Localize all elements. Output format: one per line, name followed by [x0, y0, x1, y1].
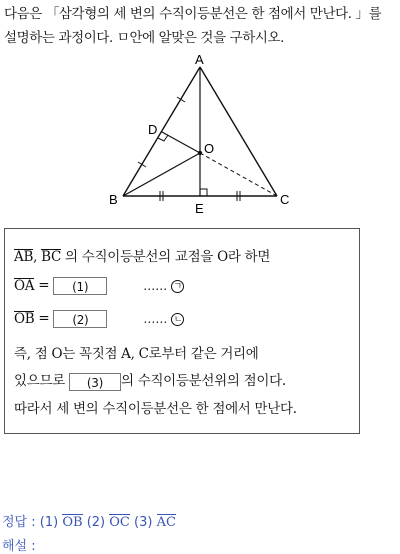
circle-mark-2: ㄴ — [171, 313, 184, 326]
answer-line — [2, 511, 176, 530]
proof-line-3 — [14, 310, 184, 328]
explanation-label: 해설 : — [2, 539, 36, 554]
segment-bc-label: BC — [41, 249, 61, 265]
answer-2: OC — [109, 515, 130, 530]
comma: , — [33, 249, 38, 265]
dots: …… — [143, 311, 168, 326]
proof-line-5-pre: 있으므로 — [14, 373, 65, 389]
answer-1: OB — [62, 515, 83, 530]
blank-3[interactable]: (3) — [69, 373, 121, 391]
segment-oa-label: OA — [14, 277, 35, 294]
triangle-figure — [100, 50, 300, 220]
proof-line-6: 따라서 세 변의 수직이등분선은 한 점에서 만난다. — [14, 401, 297, 417]
blank-2[interactable]: (2) — [53, 310, 107, 328]
answer-3-label: (3) — [134, 515, 153, 530]
label-d: D — [148, 122, 158, 137]
proof-line-4: 즉, 점 O는 꼭짓점 A, C로부터 같은 거리에 — [14, 346, 259, 362]
proof-line-1 — [14, 245, 270, 265]
segment-ob — [123, 153, 200, 196]
side-ab — [123, 67, 200, 196]
segment-oc — [200, 153, 277, 196]
circle-mark-1: ㄱ — [171, 280, 184, 293]
question-text — [4, 2, 396, 50]
blank-1[interactable]: (1) — [53, 277, 107, 295]
tick-db — [138, 162, 146, 167]
side-ac — [200, 67, 277, 196]
segment-ab-label: AB — [14, 249, 34, 265]
question-line-1: 다음은 「삼각형의 세 변의 수직이등분선은 한 점에서 만난다. 」를 — [4, 6, 382, 22]
question-line-2: 설명하는 과정이다. ㅁ안에 알맞은 것을 구하시오. — [4, 30, 285, 46]
answer-3: AC — [156, 515, 176, 530]
label-b: B — [109, 192, 118, 207]
proof-line-5-post: 의 수직이등분선위의 점이다. — [120, 373, 286, 389]
right-angle-e — [200, 189, 207, 196]
proof-line-2 — [14, 277, 184, 295]
proof-line-5 — [14, 369, 286, 391]
label-a: A — [195, 52, 204, 67]
label-c: C — [280, 192, 290, 207]
answer-label: 정답 : (1) — [2, 515, 59, 530]
proof-box — [4, 228, 360, 434]
proof-line-1-text: 의 수직이등분선의 교점을 O라 하면 — [64, 249, 271, 265]
dots: …… — [143, 278, 168, 293]
equals-sign: = — [38, 277, 50, 294]
answer-2-label: (2) — [86, 515, 106, 530]
label-o: O — [204, 141, 215, 156]
point-o — [198, 151, 202, 155]
label-e: E — [195, 201, 204, 216]
equals-sign: = — [38, 310, 50, 327]
segment-ob-label: OB — [14, 310, 35, 327]
